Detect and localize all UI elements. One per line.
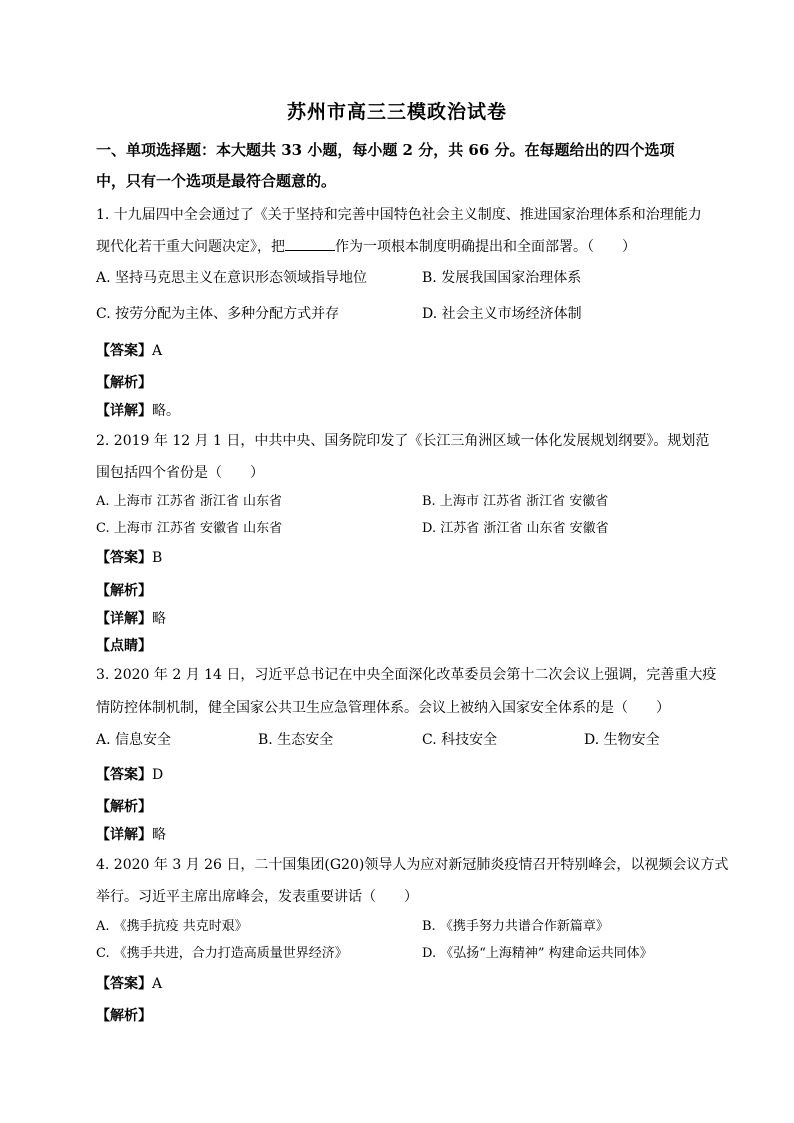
q1-stem-line1: 1. 十九届四中全会通过了《关于坚持和完善中国特色社会主义制度、推进国家治理体系和治理能力	[96, 207, 702, 223]
q2-option-d: D. 江苏省 浙江省 山东省 安徽省	[422, 521, 609, 536]
q2-option-a: A. 上海市 江苏省 浙江省 山东省	[96, 494, 283, 509]
q2-option-b: B. 上海市 江苏省 浙江省 安徽省	[422, 494, 609, 509]
q1-option-b: B. 发展我国国家治理体系	[422, 270, 582, 286]
q1-option-d: D. 社会主义市场经济体制	[422, 306, 582, 322]
q1-option-a: A. 坚持马克思主义在意识形态领域指导地位	[96, 270, 368, 286]
q4-stem-line2: 举行。习近平主席出席峰会，发表重要讲话（ ）	[96, 889, 418, 905]
q2-stem-line2: 围包括四个省份是（ ）	[96, 465, 264, 481]
q1-stem-line2: 现代化若干重大问题决定》，把 作为一项根本制度明确提出和全面部署。（ ）	[96, 239, 636, 255]
q4-option-b: B. 《携手努力共谱合作新篇章》	[422, 919, 609, 934]
q3-option-b: B. 生态安全	[258, 732, 334, 748]
q4-analysis-label: 【解析】	[96, 1008, 152, 1024]
q3-option-a: A. 信息安全	[96, 732, 172, 748]
q1-analysis-label: 【解析】	[96, 375, 152, 391]
q4-stem-line1: 4. 2020 年 3 月 26 日，二十国集团(G20)领导人为应对新冠肺炎疫情召开特别峰会，以视频会议方式	[96, 857, 729, 873]
q3-detail: 【详解】略	[96, 827, 166, 843]
page-title: 苏州市高三三模政治试卷	[286, 101, 507, 123]
q2-analysis-label: 【解析】	[96, 583, 152, 599]
q2-option-c: C. 上海市 江苏省 安徽省 山东省	[96, 521, 283, 536]
q3-option-c: C. 科技安全	[422, 732, 498, 748]
q1-detail: 【详解】略。	[96, 403, 180, 419]
q2-comment-label: 【点睛】	[96, 638, 152, 654]
q2-detail: 【详解】略	[96, 611, 166, 627]
q1-option-c: C. 按劳分配为主体、多种分配方式并存	[96, 306, 340, 322]
q4-option-c: C. 《携手共进，合力打造高质量世界经济》	[96, 946, 348, 961]
section-heading-line2: 中，只有一个选项是最符合题意的。	[96, 172, 337, 190]
q4-option-d: D. 《弘扬“上海精神” 构建命运共同体》	[422, 946, 653, 961]
q3-stem-line2: 情防控体制机制，健全国家公共卫生应急管理体系。会议上被纳入国家安全体系的是（ ）	[96, 700, 670, 716]
q3-analysis-label: 【解析】	[96, 799, 152, 815]
q2-stem-line1: 2. 2019 年 12 月 1 日，中共中央、国务院印发了《长江三角洲区域一体化发展规划纲要》。规划范	[96, 433, 710, 449]
q4-option-a: A. 《携手抗疫 共克时艰》	[96, 919, 248, 934]
fill-blank	[285, 238, 335, 251]
section-heading-line1: 一、单项选择题：本大题共 33 小题，每小题 2 分，共 66 分。在每题给出的四个选项	[96, 141, 675, 159]
q1-answer: 【答案】A	[96, 343, 163, 359]
q3-stem-line1: 3. 2020 年 2 月 14 日，习近平总书记在中央全面深化改革委员会第十二次会议上强调，完善重大疫	[96, 667, 717, 683]
q2-answer: 【答案】B	[96, 550, 163, 566]
q3-answer: 【答案】D	[96, 767, 164, 783]
q4-answer: 【答案】A	[96, 976, 163, 992]
q3-option-d: D. 生物安全	[584, 732, 660, 748]
